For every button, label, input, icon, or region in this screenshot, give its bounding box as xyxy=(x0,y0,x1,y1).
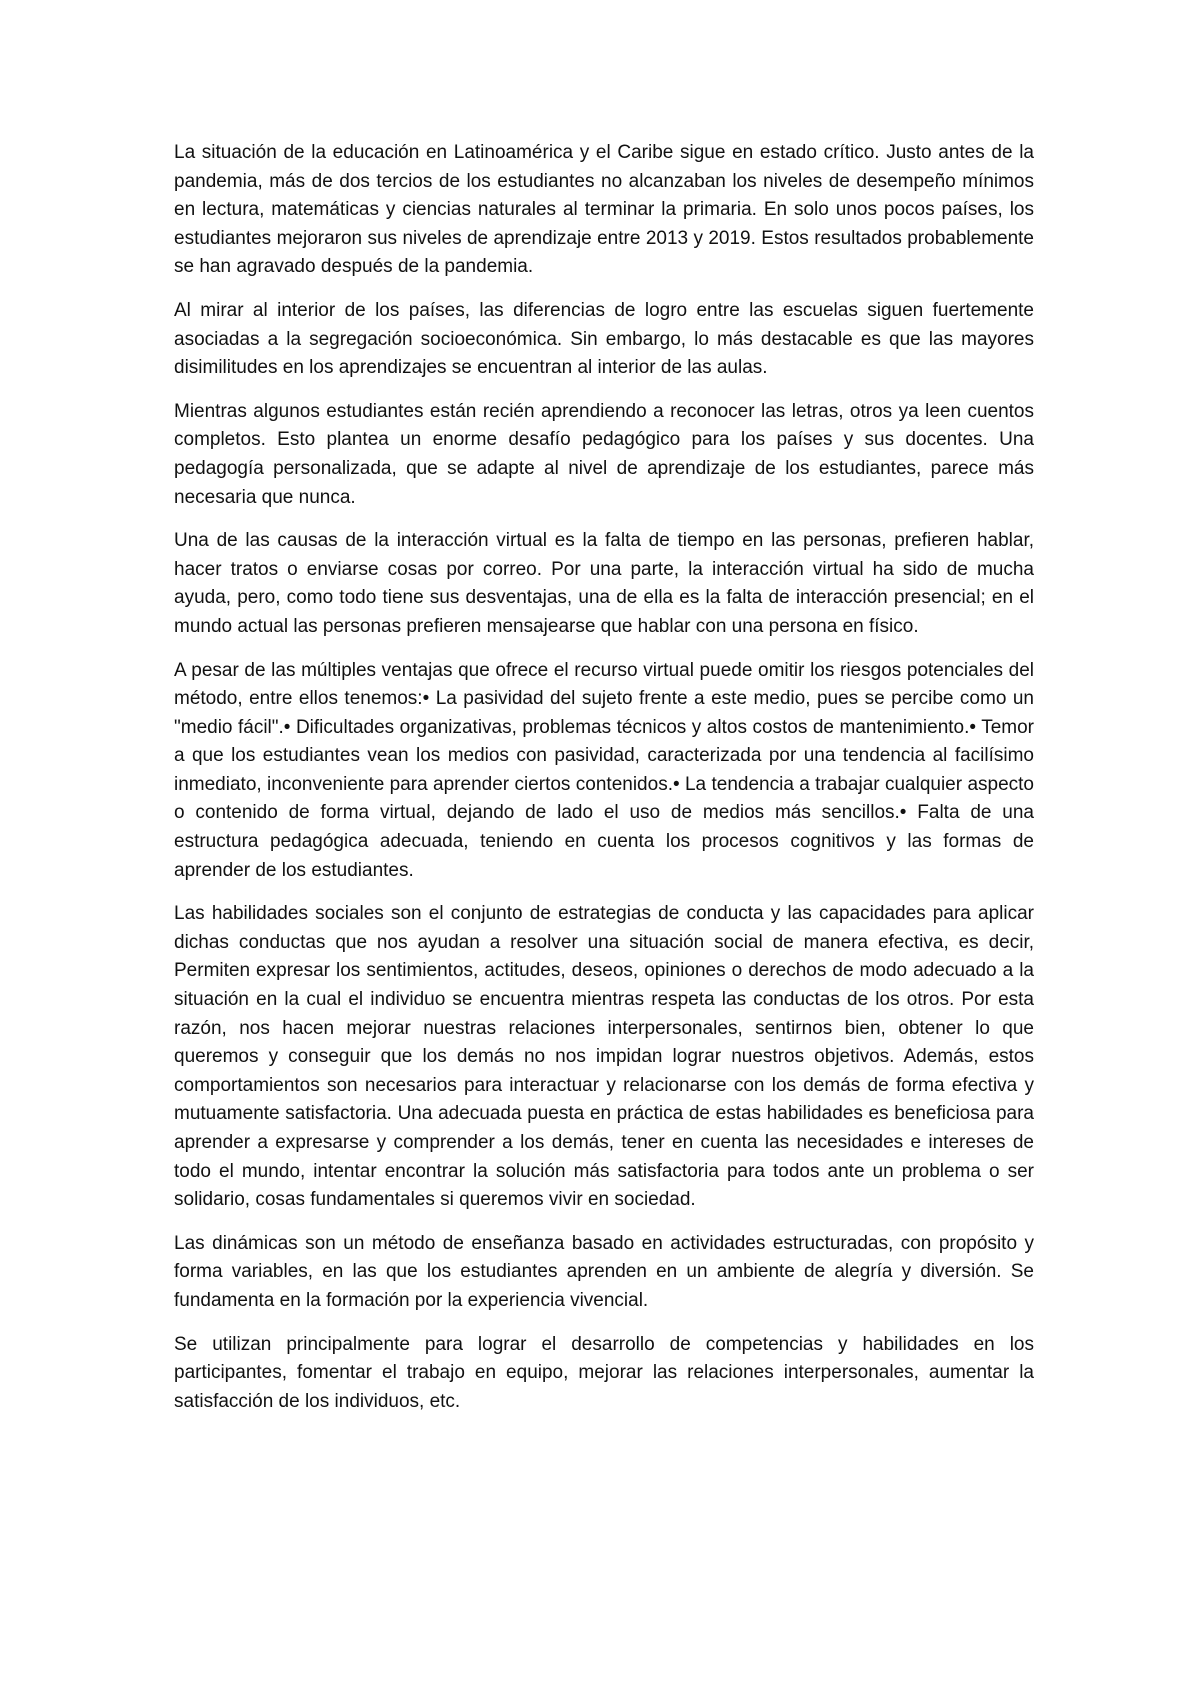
paragraph-5: A pesar de las múltiples ventajas que ofrece el recurso virtual puede omitir los riesgos potenciales del método, entre ellos tenemos:• La pasividad del sujeto frente a este medio, pues se percibe como un "medio fácil".• Dificultades organizativas, problemas técnicos y altos costos de mantenimiento.• Temor a que los estudiantes vean los medios con pasividad, caracterizada por una tendencia al facilísimo inmediato, inconveniente para aprender ciertos contenidos.• La tendencia a trabajar cualquier aspecto o contenido de forma virtual, dejando de lado el uso de medios más sencillos.• Falta de una estructura pedagógica adecuada, teniendo en cuenta los procesos cognitivos y las formas de aprender de los estudiantes. xyxy=(174,659,1034,881)
paragraph-4: Una de las causas de la interacción virtual es la falta de tiempo en las personas, prefieren hablar, hacer tratos o enviarse cosas por correo. Por una parte, la interacción virtual ha sido de mucha ayuda, pero, como todo tiene sus desventajas, una de ella es la falta de interacción presencial; en el mundo actual las personas prefieren mensajearse que hablar con una persona en físico. xyxy=(174,530,1034,637)
paragraph-2: Al mirar al interior de los países, las diferencias de logro entre las escuelas siguen fuertemente asociadas a la segregación socioeconómica. Sin embargo, lo más destacable es que las mayores disimilitudes en los aprendizajes se encuentran al interior de las aulas. xyxy=(174,299,1034,379)
paragraph-3: Mientras algunos estudiantes están recién aprendiendo a reconocer las letras, otros ya leen cuentos completos. Esto plantea un enorme desafío pedagógico para los países y sus docentes. Una pedagogía personalizada, que se adapte al nivel de aprendizaje de los estudiantes, parece más necesaria que nunca. xyxy=(174,400,1034,508)
paragraph-7: Las dinámicas son un método de enseñanza basado en actividades estructuradas, con propósito y forma variables, en las que los estudiantes aprenden en un ambiente de alegría y diversión. Se fundamenta en la formación por la experiencia vivencial. xyxy=(174,1232,1034,1311)
paragraph-1: La situación de la educación en Latinoamérica y el Caribe sigue en estado crítico. Justo antes de la pandemia, más de dos tercios de los estudiantes no alcanzaban los niveles de desempeño mínimos en lectura, matemáticas y ciencias naturales al terminar la primaria. En solo unos pocos países, los estudiantes mejoraron sus niveles de aprendizaje entre 2013 y 2019. Estos resultados probablemente se han agravado después de la pandemia. xyxy=(174,142,1034,278)
document-page xyxy=(174,139,1034,1431)
paragraph-6: Las habilidades sociales son el conjunto de estrategias de conducta y las capacidades para aplicar dichas conductas que nos ayudan a resolver una situación social de manera efectiva, es decir, Permiten expresar los sentimientos, actitudes, deseos, opiniones o derechos de modo adecuado a la situación en la cual el individuo se encuentra mientras respeta las conductas de los otros. Por esta razón, nos hacen mejorar nuestras relaciones interpersonales, sentirnos bien, obtener lo que queremos y conseguir que los demás no nos impidan lograr nuestros objetivos. Además, estos comportamientos son necesarios para interactuar y relacionarse con los demás de forma efectiva y mutuamente satisfactoria. Una adecuada puesta en práctica de estas habilidades es beneficiosa para aprender a expresarse y comprender a los demás, tener en cuenta las necesidades e intereses de todo el mundo, intentar encontrar la solución más satisfactoria para todos ante un problema o ser solidario, cosas fundamentales si queremos vivir en sociedad. xyxy=(174,903,1034,1211)
paragraph-8: Se utilizan principalmente para lograr el desarrollo de competencias y habilidades en los participantes, fomentar el trabajo en equipo, mejorar las relaciones interpersonales, aumentar la satisfacción de los individuos, etc. xyxy=(174,1333,1034,1412)
